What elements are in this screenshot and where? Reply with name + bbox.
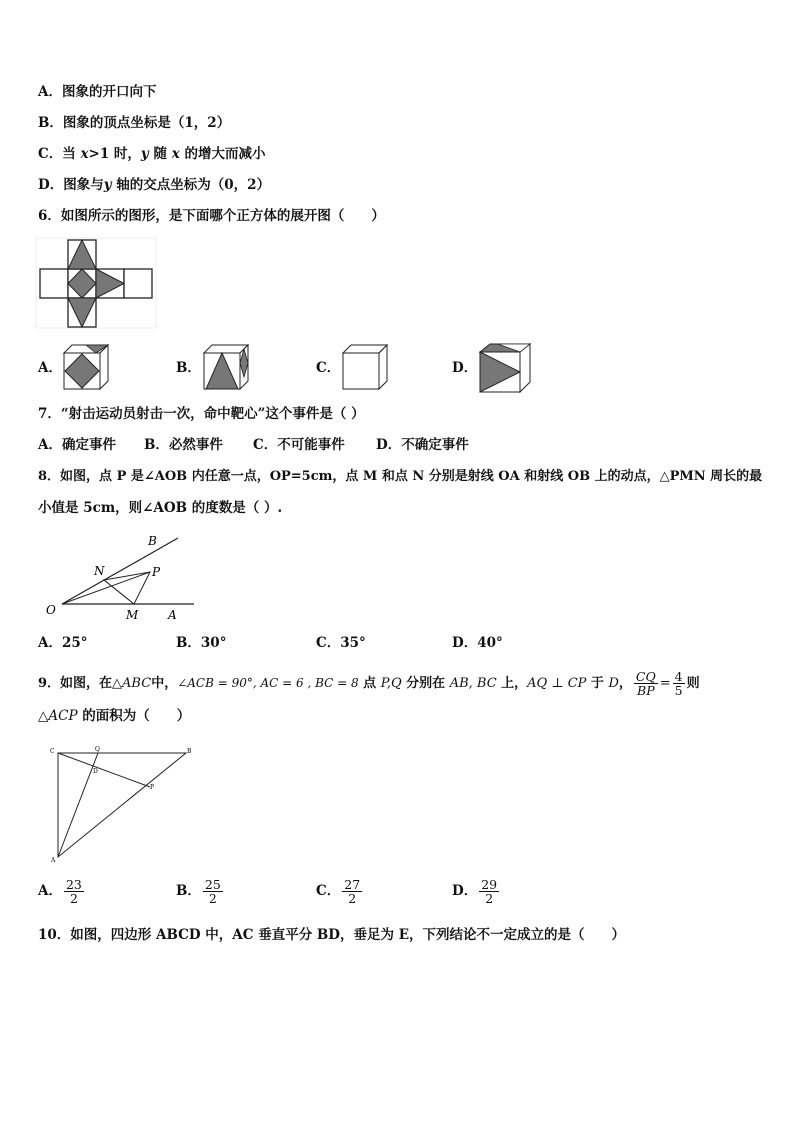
q6-stem: 6．如图所示的图形，是下面哪个正方体的展开图（ ）	[38, 208, 385, 224]
q5-option-d: D．图象与y 轴的交点坐标为（0，2）	[38, 177, 271, 193]
q6-option-a-label: A．	[38, 360, 62, 376]
q9-ratio-fraction: $\frac{CQ}{BP}$	[635, 669, 656, 698]
q9-label-a: A	[51, 857, 56, 864]
q7-stem: 7．“射击运动员射击一次，命中靶心”这个事件是（ ）	[38, 406, 365, 422]
q9-stem-line2: △ACP 的面积为（ ）	[38, 708, 191, 724]
q8-stem-line2: 小值是 5cm，则∠AOB 的度数是（ ）.	[38, 500, 283, 516]
q6-option-c-label: C．	[316, 360, 341, 376]
q9-ratio-value: $\frac{4}{5}$	[674, 669, 683, 698]
q8-option-b: B．30°	[176, 635, 227, 651]
q9-label-b: B	[187, 748, 192, 755]
q9-label-q: Q	[95, 746, 100, 753]
q8-label-a: A	[168, 608, 177, 622]
q6-cube-c	[341, 343, 389, 391]
q9-stem-line1: 9．如图，在△ABC中，∠ACB = 90°, AC = 6 , BC = 8 点 P,Q 分别在 AB, BC 上，AQ ⊥ CP 于 D， $\frac{CQ}{BP}$ = $\frac{4}{5}$ 则	[38, 669, 700, 698]
q8-option-d: D．40°	[452, 635, 503, 651]
q10-stem: 10．如图，四边形 ABCD 中，AC 垂直平分 BD，垂足为 E，下列结论不一定成立的是（ ）	[38, 927, 625, 943]
q7-option-c: C．不可能事件	[253, 437, 345, 453]
q7-option-a: A．确定事件	[38, 437, 116, 453]
q8-label-n: N	[94, 564, 105, 578]
q8-angle-figure	[42, 530, 202, 625]
q6-option-b-label: B．	[176, 360, 201, 376]
q8-label-m: M	[126, 608, 139, 622]
q9-option-d: D． $\frac{29}{2}$	[452, 877, 498, 906]
q8-label-p: P	[152, 565, 161, 579]
q6-option-d-label: D．	[452, 360, 478, 376]
q8-option-a: A．25°	[38, 635, 88, 651]
q9-label-p: P	[150, 784, 155, 791]
q7-option-b: B．必然事件	[144, 437, 223, 453]
q6-cube-b	[202, 343, 250, 391]
q6-cube-a	[62, 343, 110, 391]
q9-triangle-figure	[48, 745, 194, 863]
q6-net-figure	[36, 238, 158, 330]
q5-option-a: A．图象的开口向下	[38, 84, 157, 100]
q9-label-d: D	[93, 768, 98, 775]
q8-option-c: C．35°	[316, 635, 366, 651]
q9-option-b: B． $\frac{25}{2}$	[176, 877, 221, 906]
q8-stem-line1: 8．如图，点 P 是∠AOB 内任意一点，OP=5cm，点 M 和点 N 分别是射线 OA 和射线 OB 上的动点，△PMN 周长的最	[38, 469, 763, 484]
q9-option-a: A． $\frac{23}{2}$	[38, 877, 82, 906]
q8-label-b: B	[148, 534, 157, 548]
q9-label-c: C	[50, 748, 55, 755]
q8-label-o: O	[46, 603, 56, 617]
q5-option-c: C．当 x>1 时，y 随 x 的增大而减小	[38, 146, 266, 162]
q5-option-b: B．图象的顶点坐标是（1，2）	[38, 115, 231, 131]
q9-option-c: C． $\frac{27}{2}$	[316, 877, 361, 906]
q7-option-d: D．不确定事件	[376, 437, 469, 453]
q6-cube-d	[478, 342, 532, 394]
